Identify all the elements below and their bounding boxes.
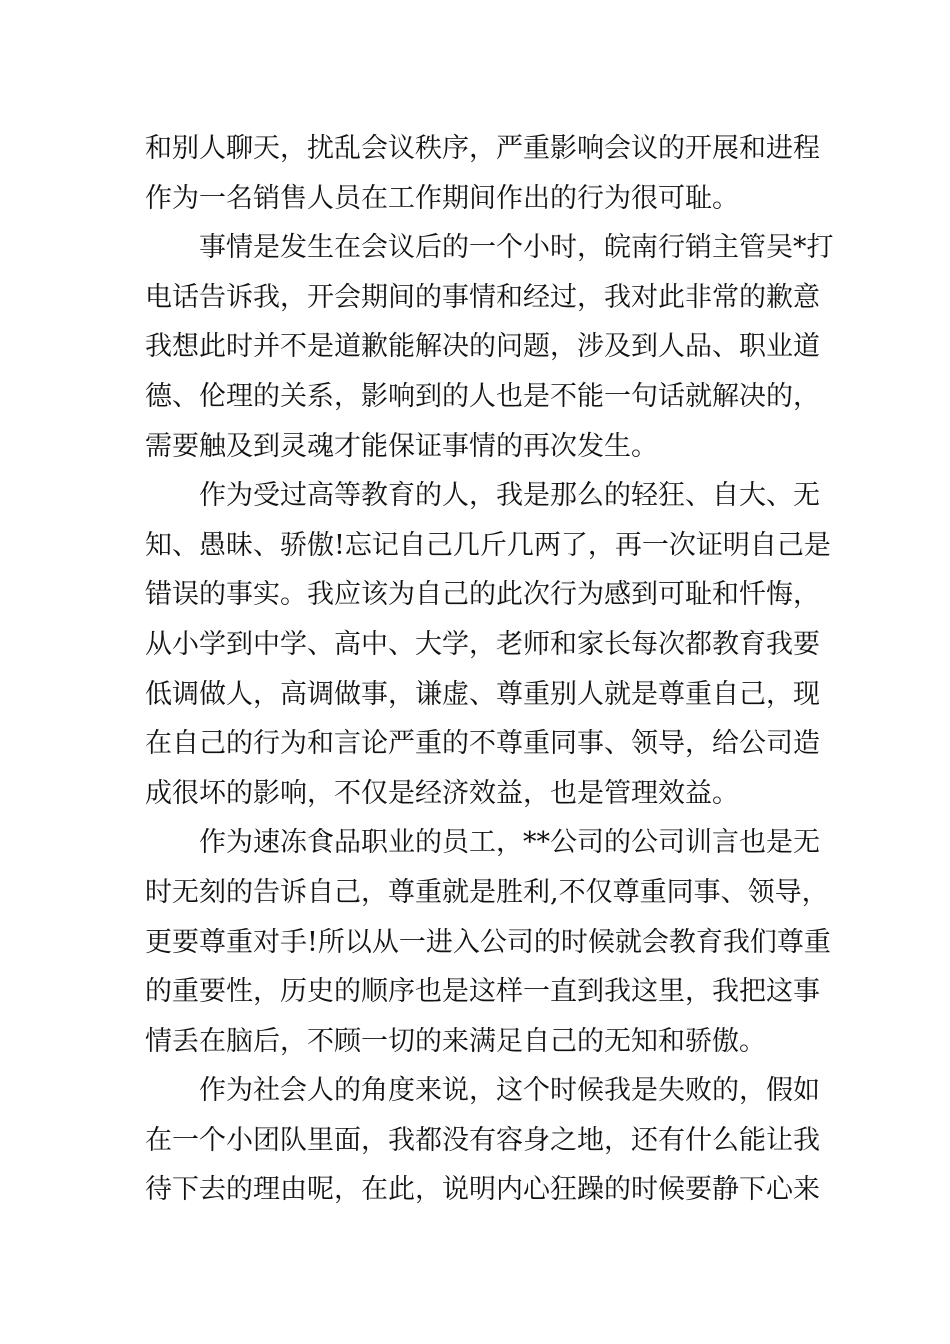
text-line: 作为速冻食品职业的员工，**公司的公司训言也是无: [199, 827, 820, 859]
paragraph-4: [145, 818, 831, 1066]
text-line: 我想此时并不是道歉能解决的问题，涉及到人品、职业道: [145, 331, 820, 363]
text-line: 成很坏的影响，不仅是经济效益，也是管理效益。: [145, 777, 739, 809]
text-line: 情丢在脑后，不顾一切的来满足自己的无知和骄傲。: [145, 1025, 766, 1057]
text-line: 待下去的理由呢，在此，说明内心狂躁的时候要静下心来: [145, 1174, 820, 1206]
text-line: 作为社会人的角度来说，这个时候我是失败的，假如: [199, 1075, 820, 1107]
document-body: [145, 124, 834, 1215]
text-line: 知、愚昧、骄傲!忘记自己几斤几两了，再一次证明自己是: [145, 529, 831, 561]
text-line: 和别人聊天，扰乱会议秩序，严重影响会议的开展和进程: [145, 133, 820, 164]
text-line: 作为一名销售人员在工作期间作出的行为很可耻。: [145, 182, 739, 214]
text-line: 德、伦理的关系，影响到的人也是不能一句话就解决的，: [145, 380, 820, 412]
text-line: 作为受过高等教育的人，我是那么的轻狂、自大、无: [199, 480, 820, 512]
paragraph-1: [145, 124, 820, 223]
text-line: 需要触及到灵魂才能保证事情的再次发生。: [145, 430, 658, 462]
text-line: 事情是发生在会议后的一个小时，皖南行销主管吴*打: [199, 232, 834, 264]
text-line: 的重要性，历史的顺序也是这样一直到我这里，我把这事: [145, 976, 820, 1008]
text-line: 更要尊重对手!所以从一进入公司的时候就会教育我们尊重: [145, 926, 831, 958]
paragraph-3: [145, 471, 831, 818]
text-line: 电话告诉我，开会期间的事情和经过，我对此非常的歉意: [145, 281, 820, 313]
text-line: 时无刻的告诉自己，尊重就是胜利,不仅尊重同事、领导，: [145, 876, 829, 908]
text-line: 从小学到中学、高中、大学，老师和家长每次都教育我要: [145, 628, 820, 660]
text-line: 低调做人，高调做事，谦虚、尊重别人就是尊重自己，现: [145, 678, 820, 710]
paragraph-5: [145, 1066, 820, 1215]
text-line: 错误的事实。我应该为自己的此次行为感到可耻和忏悔，: [145, 579, 820, 611]
paragraph-2: [145, 223, 834, 471]
text-line: 在自己的行为和言论严重的不尊重同事、领导，给公司造: [145, 728, 820, 760]
text-line: 在一个小团队里面，我都没有容身之地，还有什么能让我: [145, 1124, 820, 1156]
